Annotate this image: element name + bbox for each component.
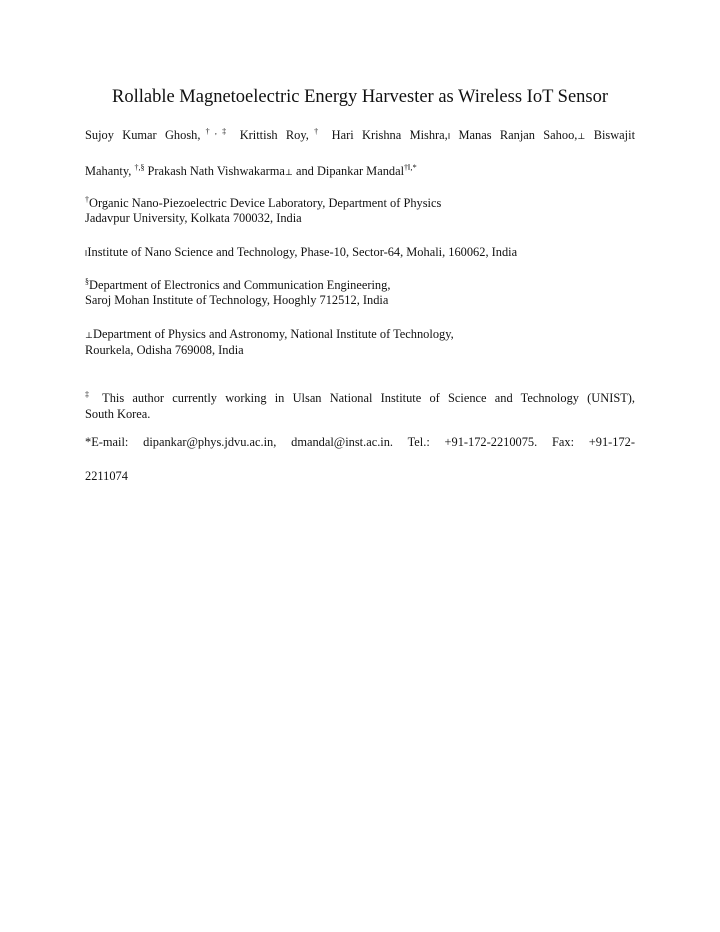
affiliation-1-line-1 (85, 196, 441, 211)
affiliation-text: Organic Nano-Piezoelectric Device Laboratory, Department of Physics (89, 196, 442, 210)
affiliation-text: Department of Physics and Astronomy, National Institute of Technology, (93, 327, 454, 341)
affiliation-mark: ⊥ (85, 330, 93, 340)
affiliation-mark: § (85, 276, 89, 286)
author-name: Biswajit (585, 128, 636, 142)
affiliation-4-line-1 (85, 327, 454, 343)
authors-line-2 (85, 161, 417, 180)
author-affiliation-mark: ‖,* (408, 161, 417, 172)
note-mark: ‡ (85, 389, 95, 399)
affiliation-4-line-2: Rourkela, Odisha 769008, India (85, 343, 244, 357)
author-affiliation-mark: ⊥ (284, 167, 293, 177)
authors-line-1 (85, 128, 635, 144)
author-affiliation-mark: †,‡ (200, 126, 232, 136)
affiliation-mark: ‖ (85, 248, 88, 258)
author-affiliation-mark: ‖ (447, 131, 451, 141)
contact-line-2: 2211074 (85, 469, 128, 483)
author-affiliation-mark: † (308, 126, 324, 136)
affiliation-3-line-2: Saroj Mohan Institute of Technology, Hooghly 712512, India (85, 293, 389, 307)
paper-title: Rollable Magnetoelectric Energy Harvester as Wireless IoT Sensor (111, 87, 609, 107)
author-name: Mahanty, (85, 164, 135, 178)
author-name: Sujoy Kumar Ghosh, (85, 128, 201, 142)
author-name: Manas Ranjan Sahoo, (450, 128, 578, 142)
author-name: Krittish Roy, (231, 128, 309, 142)
affiliation-3-line-1 (85, 278, 390, 293)
author-name: Hari Krishna Mishra, (323, 128, 448, 142)
author-affiliation-mark: †,§ (134, 162, 145, 172)
author-affiliation-mark: † (404, 162, 409, 172)
affiliation-1-line-2: Jadavpur University, Kolkata 700032, India (85, 211, 302, 225)
affiliation-text: Institute of Nano Science and Technology, Phase-10, Sector-64, Mohali, 160062, India (87, 245, 518, 259)
author-name: and Dipankar Mandal (292, 164, 405, 178)
author-affiliation-mark: ⊥ (577, 131, 586, 141)
contact-line-1: *E-mail: dipankar@phys.jdvu.ac.in, dmandal@inst.ac.in. Tel.: +91-172-2210075. Fax: +91-172- (85, 435, 635, 449)
author-note-line-2: South Korea. (85, 407, 151, 421)
affiliation-mark: † (85, 194, 89, 204)
author-name: Prakash Nath Vishwakarma (144, 164, 285, 178)
note-text: This author currently working in Ulsan National Institute of Science and Technology (UNIST), (94, 391, 636, 405)
affiliation-2-line-1 (85, 245, 517, 261)
author-note-line-1 (85, 391, 635, 406)
affiliation-text: Department of Electronics and Communication Engineering, (89, 278, 391, 292)
